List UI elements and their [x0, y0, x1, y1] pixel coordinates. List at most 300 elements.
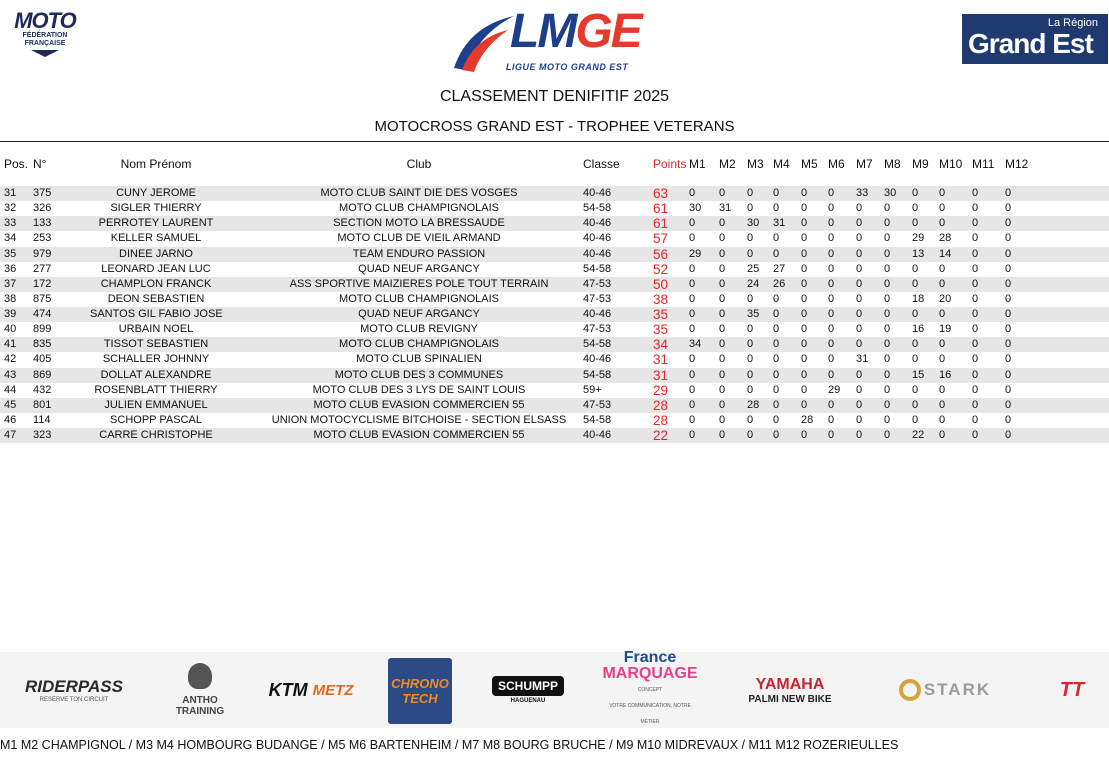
sponsor-ktm-metz: [258, 652, 364, 728]
sponsor-chrono-a: CHRONO: [391, 676, 449, 691]
cell-m8: 0: [884, 429, 891, 441]
table-row: [0, 337, 1109, 352]
cell-m6: 0: [828, 338, 835, 351]
cell-club: TEAM ENDURO PASSION: [352, 247, 486, 260]
table-row: [0, 352, 1109, 367]
cell-m4: 0: [773, 429, 780, 441]
sponsor-chrono-tech: [388, 658, 452, 724]
cell-m12: 0: [1005, 323, 1012, 336]
cell-club: MOTO CLUB DES 3 COMMUNES: [334, 368, 504, 381]
cell-club: MOTO CLUB CHAMPIGNOLAIS: [339, 292, 499, 305]
cell-m1: 0: [689, 292, 696, 305]
header-m6: M6: [828, 157, 845, 171]
sponsor-fm-tag: VOTRE COMMUNICATION, NOTRE MÉTIER: [609, 703, 691, 725]
cell-m5: 28: [801, 413, 814, 426]
sponsor-yamaha-sub: PALMI NEW BIKE: [748, 693, 832, 705]
cell-classe: 47-53: [583, 292, 612, 305]
cell-m3: 0: [747, 187, 754, 199]
cell-club: ASS SPORTIVE MAIZIERES POLE TOUT TERRAIN: [289, 277, 549, 290]
table-row: [0, 398, 1109, 413]
cell-no: 114: [33, 413, 51, 426]
cell-club: MOTO CLUB EVASION COMMERCIEN 55: [313, 429, 525, 441]
cell-m10: 0: [939, 187, 946, 199]
cell-m10: 0: [939, 217, 946, 230]
cell-m12: 0: [1005, 292, 1012, 305]
cell-m1: 0: [689, 429, 696, 441]
cell-m5: 0: [801, 353, 808, 366]
cell-m11: 0: [972, 247, 979, 260]
cell-m3: 0: [747, 429, 754, 441]
cell-m2: 0: [719, 292, 726, 305]
cell-m10: 20: [939, 292, 952, 305]
ffm-logo-word: MOTO: [14, 8, 76, 33]
cell-points: 31: [653, 367, 669, 383]
cell-m3: 30: [747, 217, 760, 230]
cell-m12: 0: [1005, 262, 1012, 275]
sponsor-fm-a: France: [623, 649, 677, 666]
cell-m8: 0: [884, 202, 891, 215]
table-row: [0, 428, 1109, 443]
cell-points: 56: [653, 246, 669, 262]
cell-m5: 0: [801, 247, 808, 260]
cell-m4: 0: [773, 202, 780, 215]
table-row: [0, 322, 1109, 337]
cell-m9: 0: [912, 308, 919, 320]
cell-m10: 16: [939, 368, 952, 381]
cell-points: 63: [653, 186, 669, 201]
cell-m6: 0: [828, 187, 835, 199]
sponsor-fm-b: MARQUAGE: [602, 665, 698, 682]
cell-m8: 0: [884, 383, 891, 396]
header-m8: M8: [884, 157, 901, 171]
cell-no: 253: [33, 232, 52, 245]
cell-m5: 0: [801, 429, 808, 441]
cell-m7: 0: [856, 292, 863, 305]
cell-club: MOTO CLUB CHAMPIGNOLAIS: [339, 202, 499, 215]
header-m7: M7: [856, 157, 873, 171]
cell-m6: 0: [828, 398, 835, 411]
cell-m7: 31: [856, 353, 869, 366]
cell-classe: 54-58: [583, 202, 612, 215]
lmge-logo-word: [510, 4, 641, 59]
table-row: [0, 307, 1109, 322]
table-row: [0, 413, 1109, 428]
cell-name: DINEE JARNO: [119, 247, 193, 260]
cell-m8: 30: [884, 187, 897, 199]
cell-points: 50: [653, 276, 669, 292]
cell-m11: 0: [972, 262, 979, 275]
cell-m9: 15: [912, 368, 925, 381]
cell-m7: 0: [856, 277, 863, 290]
cell-m6: 0: [828, 323, 835, 336]
cell-m7: 0: [856, 323, 863, 336]
sponsor-strip: [0, 649, 1109, 728]
cell-m4: 0: [773, 338, 780, 351]
table-row: [0, 201, 1109, 216]
cell-m4: 0: [773, 187, 780, 199]
cell-classe: 40-46: [583, 429, 612, 441]
cell-m8: 0: [884, 292, 891, 305]
header-m4: M4: [773, 157, 790, 171]
cell-m1: 0: [689, 217, 696, 230]
cell-club: QUAD NEUF ARGANCY: [358, 262, 480, 275]
cell-points: 35: [653, 307, 669, 322]
cell-m2: 0: [719, 232, 726, 245]
cell-m4: 0: [773, 413, 780, 426]
cell-m4: 0: [773, 383, 780, 396]
cell-club: MOTO CLUB SPINALIEN: [356, 353, 482, 366]
sponsor-chrono-b: TECH: [402, 691, 438, 706]
cell-m12: 0: [1005, 308, 1012, 320]
cell-m5: 0: [801, 217, 808, 230]
cell-m2: 0: [719, 262, 726, 275]
cell-m6: 0: [828, 429, 835, 441]
table-header: [0, 157, 1109, 171]
cell-m7: 33: [856, 187, 869, 199]
cell-no: 172: [33, 277, 52, 290]
cell-pos: 43: [4, 368, 17, 381]
cell-m8: 0: [884, 353, 891, 366]
cell-m11: 0: [972, 383, 979, 396]
cell-m5: 0: [801, 398, 808, 411]
cell-m10: 0: [939, 413, 946, 426]
cell-m2: 0: [719, 353, 726, 366]
header-classe: Classe: [583, 157, 620, 171]
header-m12: M12: [1005, 157, 1029, 171]
cell-m7: 0: [856, 413, 863, 426]
cell-points: 35: [653, 322, 669, 338]
cell-no: 869: [33, 368, 52, 381]
header-pos: Pos.: [4, 157, 29, 171]
cell-points: 28: [653, 397, 669, 413]
cell-club: MOTO CLUB SAINT DIE DES VOSGES: [320, 187, 518, 199]
cell-points: 57: [653, 231, 669, 247]
cell-m7: 0: [856, 398, 863, 411]
cell-pos: 31: [4, 187, 17, 199]
cell-m2: 0: [719, 368, 726, 381]
cell-m8: 0: [884, 338, 891, 351]
cell-m6: 0: [828, 217, 835, 230]
cell-m2: 0: [719, 187, 726, 199]
cell-m1: 0: [689, 398, 696, 411]
cell-m2: 0: [719, 429, 726, 441]
cell-m12: 0: [1005, 413, 1012, 426]
header-points: Points: [653, 157, 687, 171]
cell-points: 61: [653, 201, 669, 217]
cell-m9: 0: [912, 217, 919, 230]
cell-m6: 0: [828, 413, 835, 426]
cell-m12: 0: [1005, 353, 1012, 366]
cell-name: PERROTEY LAURENT: [98, 217, 214, 230]
cell-m12: 0: [1005, 277, 1012, 290]
cell-m12: 0: [1005, 338, 1012, 351]
cell-m8: 0: [884, 277, 891, 290]
cell-no: 801: [33, 398, 52, 411]
cell-club: MOTO CLUB REVIGNY: [360, 323, 478, 336]
cell-m1: 0: [689, 323, 696, 336]
cell-m12: 0: [1005, 383, 1012, 396]
cell-m4: 0: [773, 232, 780, 245]
cell-classe: 40-46: [583, 353, 612, 366]
cell-pos: 42: [4, 353, 17, 366]
cell-m10: 0: [939, 398, 946, 411]
cell-m5: 0: [801, 262, 808, 275]
cell-classe: 40-46: [583, 187, 612, 199]
cell-m6: 0: [828, 292, 835, 305]
cell-m9: 29: [912, 232, 925, 245]
cell-m8: 0: [884, 323, 891, 336]
cell-m5: 0: [801, 368, 808, 381]
cell-pos: 38: [4, 292, 17, 305]
cell-m2: 0: [719, 413, 726, 426]
cell-m11: 0: [972, 368, 979, 381]
sponsor-schumpp-sub: HAGUENAU: [510, 698, 546, 704]
cell-m6: 0: [828, 262, 835, 275]
cell-m11: 0: [972, 429, 979, 441]
cell-name: JULIEN EMMANUEL: [104, 398, 208, 411]
cell-name: CARRE CHRISTOPHE: [99, 429, 213, 441]
cell-club: UNION MOTOCYCLISME BITCHOISE - SECTION ELSASS: [271, 413, 567, 426]
cell-m2: 31: [719, 202, 732, 215]
cell-m2: 0: [719, 277, 726, 290]
title-divider: [0, 141, 1109, 142]
ffm-logo-text: FÉDÉRATION FRANÇAISE: [22, 32, 68, 47]
cell-m12: 0: [1005, 398, 1012, 411]
cell-m9: 22: [912, 429, 925, 441]
sponsor-antho-name: ANTHO TRAINING: [175, 695, 225, 717]
cell-m2: 0: [719, 247, 726, 260]
cell-m4: 0: [773, 353, 780, 366]
cell-m5: 0: [801, 187, 808, 199]
cell-m8: 0: [884, 262, 891, 275]
cell-club: MOTO CLUB EVASION COMMERCIEN 55: [313, 398, 525, 411]
cell-m7: 0: [856, 383, 863, 396]
cell-name: URBAIN NOEL: [118, 323, 194, 336]
cell-pos: 32: [4, 202, 17, 215]
cell-m11: 0: [972, 308, 979, 320]
cell-m9: 0: [912, 383, 919, 396]
cell-points: 34: [653, 337, 669, 353]
cell-m1: 0: [689, 368, 696, 381]
cell-m5: 0: [801, 323, 808, 336]
cell-m1: 0: [689, 308, 696, 320]
cell-m7: 0: [856, 429, 863, 441]
cell-name: SIGLER THIERRY: [110, 202, 202, 215]
cell-m11: 0: [972, 187, 979, 199]
cell-m12: 0: [1005, 202, 1012, 215]
cell-pos: 36: [4, 262, 17, 275]
table-row: [0, 247, 1109, 262]
cell-m5: 0: [801, 292, 808, 305]
cell-m1: 30: [689, 202, 702, 215]
header-no: N°: [33, 157, 47, 171]
cell-m3: 0: [747, 232, 754, 245]
cell-m9: 13: [912, 247, 925, 260]
ffm-logo: [6, 10, 84, 68]
cell-m9: 0: [912, 338, 919, 351]
cell-m12: 0: [1005, 187, 1012, 199]
cell-m11: 0: [972, 338, 979, 351]
cell-m2: 0: [719, 217, 726, 230]
cell-name: ROSENBLATT THIERRY: [94, 383, 218, 396]
cell-m6: 0: [828, 368, 835, 381]
cell-m11: 0: [972, 202, 979, 215]
cell-classe: 40-46: [583, 247, 612, 260]
cell-m1: 0: [689, 232, 696, 245]
sponsor-yamaha: [738, 652, 842, 728]
ffm-chevron-icon: [31, 50, 59, 57]
cell-m6: 0: [828, 308, 835, 320]
cell-classe: 47-53: [583, 398, 612, 411]
cell-m1: 0: [689, 413, 696, 426]
cell-pos: 34: [4, 232, 17, 245]
sponsor-tt-motors: [1034, 652, 1109, 728]
cell-classe: 59+: [583, 383, 602, 396]
cell-m5: 0: [801, 383, 808, 396]
cell-m4: 26: [773, 277, 786, 290]
cell-pos: 37: [4, 277, 17, 290]
cell-pos: 47: [4, 429, 17, 441]
cell-m9: 0: [912, 187, 919, 199]
cell-m9: 0: [912, 353, 919, 366]
cell-m1: 0: [689, 262, 696, 275]
table-row: [0, 231, 1109, 246]
table-row: [0, 262, 1109, 277]
cell-m7: 0: [856, 202, 863, 215]
cell-m7: 0: [856, 217, 863, 230]
cell-m4: 0: [773, 398, 780, 411]
cell-m9: 0: [912, 413, 919, 426]
cell-classe: 40-46: [583, 217, 612, 230]
cell-m1: 0: [689, 277, 696, 290]
cell-m7: 0: [856, 368, 863, 381]
cell-m2: 0: [719, 308, 726, 320]
cell-no: 326: [33, 202, 52, 215]
cell-m8: 0: [884, 368, 891, 381]
cell-pos: 41: [4, 338, 17, 351]
cell-m1: 0: [689, 383, 696, 396]
cell-points: 31: [653, 352, 669, 368]
cell-no: 133: [33, 217, 52, 230]
header-m3: M3: [747, 157, 764, 171]
cell-m10: 0: [939, 262, 946, 275]
cell-name: CUNY JEROME: [116, 187, 196, 199]
cell-pos: 40: [4, 323, 17, 336]
cell-m9: 16: [912, 323, 925, 336]
cell-m3: 0: [747, 383, 754, 396]
lmge-logo: [448, 4, 668, 80]
cell-m1: 34: [689, 338, 702, 351]
cell-m6: 0: [828, 202, 835, 215]
cell-m10: 0: [939, 383, 946, 396]
cell-m7: 0: [856, 232, 863, 245]
cell-points: 38: [653, 291, 669, 307]
header-name: Nom Prénom: [120, 157, 192, 171]
cell-points: 28: [653, 412, 669, 428]
round-legend-footer: M1 M2 CHAMPIGNOL / M3 M4 HOMBOURG BUDANGE / M5 M6 BARTENHEIM / M7 M8 BOURG BRUCHE / M9 M10 MIDREVAUX / M11 M12 ROZERIEULLES: [0, 738, 899, 752]
bull-head-icon: [188, 663, 212, 689]
cell-m3: 28: [747, 398, 760, 411]
cell-name: CHAMPLON FRANCK: [100, 277, 212, 290]
cell-m3: 24: [747, 277, 760, 290]
cell-points: 61: [653, 216, 669, 232]
sponsor-stark: [886, 652, 1004, 728]
cell-m8: 0: [884, 232, 891, 245]
cell-m3: 0: [747, 353, 754, 366]
cell-name: DOLLAT ALEXANDRE: [100, 368, 212, 381]
cell-classe: 54-58: [583, 413, 612, 426]
cell-m8: 0: [884, 217, 891, 230]
cell-m3: 0: [747, 247, 754, 260]
cell-classe: 40-46: [583, 308, 612, 320]
cell-name: DEON SEBASTIEN: [107, 292, 205, 305]
cell-m5: 0: [801, 338, 808, 351]
page-subtitle: MOTOCROSS GRAND EST - TROPHEE VETERANS: [374, 118, 735, 135]
cell-m8: 0: [884, 398, 891, 411]
cell-name: LEONARD JEAN LUC: [101, 262, 211, 275]
cell-name: KELLER SAMUEL: [110, 232, 202, 245]
cell-m7: 0: [856, 247, 863, 260]
table-row: [0, 277, 1109, 292]
cell-club: MOTO CLUB CHAMPIGNOLAIS: [339, 338, 499, 351]
cell-name: SCHOPP PASCAL: [110, 413, 202, 426]
cell-no: 835: [33, 338, 52, 351]
cell-no: 375: [33, 187, 52, 199]
cell-m12: 0: [1005, 368, 1012, 381]
cell-m4: 0: [773, 247, 780, 260]
cell-m12: 0: [1005, 429, 1012, 441]
header-m2: M2: [719, 157, 736, 171]
cell-no: 899: [33, 323, 52, 336]
cell-m9: 0: [912, 398, 919, 411]
cell-m10: 0: [939, 308, 946, 320]
cell-no: 979: [33, 247, 52, 260]
cell-m12: 0: [1005, 217, 1012, 230]
cell-no: 432: [33, 383, 52, 396]
cell-classe: 40-46: [583, 232, 612, 245]
cell-m9: 0: [912, 202, 919, 215]
cell-m10: 0: [939, 353, 946, 366]
cell-no: 405: [33, 353, 52, 366]
stark-ring-icon: [899, 679, 921, 701]
results-table: [0, 186, 1109, 443]
cell-classe: 54-58: [583, 368, 612, 381]
cell-m5: 0: [801, 308, 808, 320]
table-row: [0, 383, 1109, 398]
table-row: [0, 368, 1109, 383]
cell-m7: 0: [856, 308, 863, 320]
header-m5: M5: [801, 157, 818, 171]
cell-m6: 0: [828, 277, 835, 290]
cell-pos: 44: [4, 383, 17, 396]
sponsor-france-marquage: [600, 649, 700, 728]
cell-m11: 0: [972, 277, 979, 290]
sponsor-schumpp-name: SCHUMPP: [492, 676, 564, 696]
cell-m12: 0: [1005, 247, 1012, 260]
cell-classe: 47-53: [583, 323, 612, 336]
cell-classe: 54-58: [583, 262, 612, 275]
cell-m2: 0: [719, 323, 726, 336]
cell-classe: 54-58: [583, 338, 612, 351]
sponsor-ktm-name: KTM: [268, 679, 308, 700]
cell-m3: 35: [747, 308, 760, 320]
cell-m12: 0: [1005, 232, 1012, 245]
cell-m2: 0: [719, 338, 726, 351]
sponsor-stark-name: STARK: [923, 680, 992, 699]
cell-name: SANTOS GIL FABIO JOSE: [90, 308, 223, 320]
cell-m6: 29: [828, 383, 841, 396]
cell-m3: 0: [747, 368, 754, 381]
